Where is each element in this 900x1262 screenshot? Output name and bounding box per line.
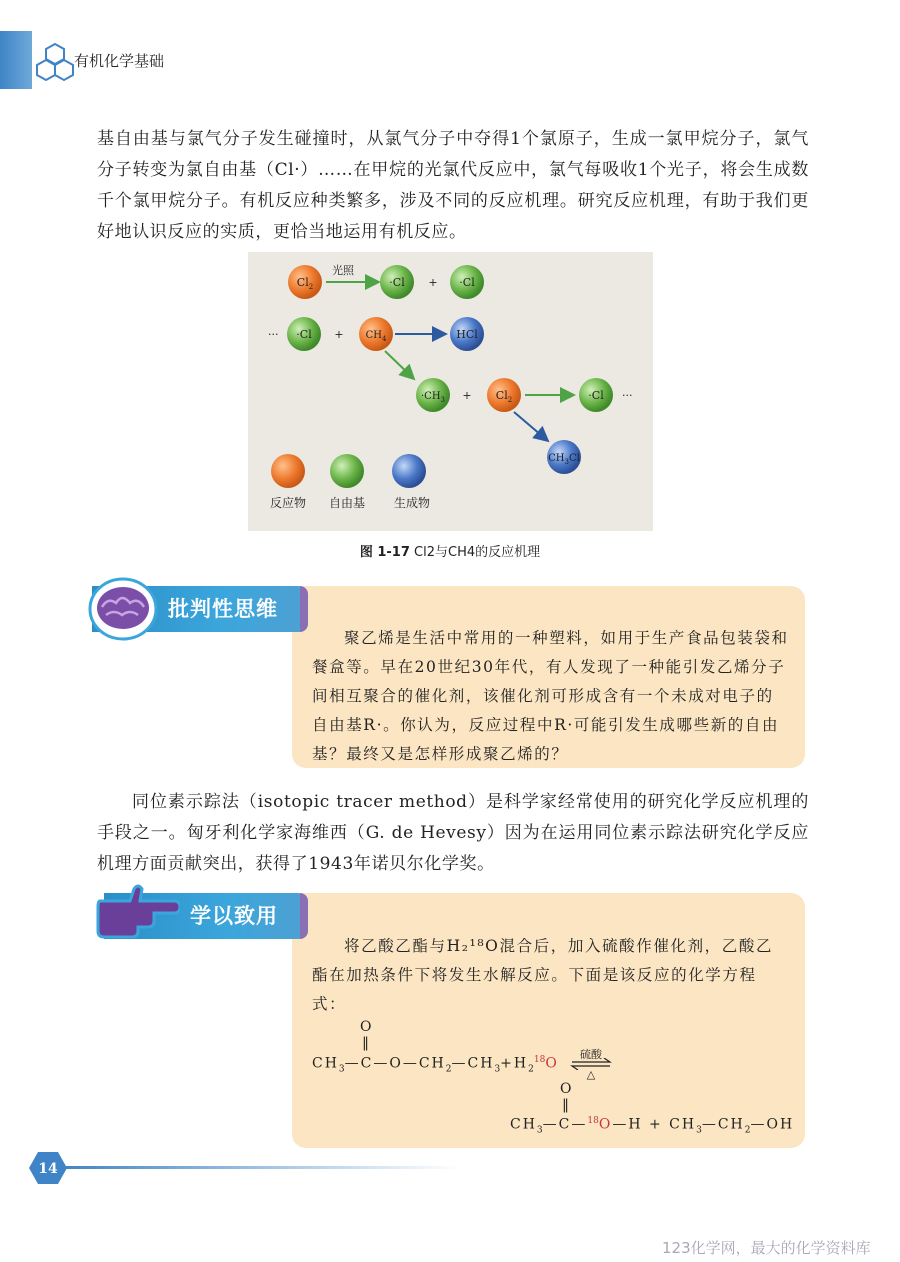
apply-learning-text xyxy=(312,932,790,1019)
legend-reactant-ball xyxy=(271,454,305,488)
figure-caption xyxy=(0,541,900,560)
cl2-label: $Cl_2$ xyxy=(495,389,513,404)
plus-sign: + xyxy=(334,328,344,341)
plus-sign: + xyxy=(462,389,472,402)
paragraph-text: 基自由基与氯气分子发生碰撞时，从氯气分子中夺得1个氯原子，生成一氯甲烷分子，氯气分子转变为氯自由基（Cl·）……在甲烷的光氯代反应中，氯气每吸收1个光子，将会生成数千个氯甲烷分子。有机反应种类繁多，涉及不同的反应机理。研究反应机理，有助于我们更好地认识反应的实质，更恰当地运用有机反应。 xyxy=(97,129,809,242)
hexagon-logo-icon xyxy=(34,42,76,84)
legend-radical-ball xyxy=(330,454,364,488)
catalyst-label: 硫酸 xyxy=(580,1048,602,1061)
cl-radical-label: ·Cl xyxy=(296,328,312,341)
body-paragraph-2 xyxy=(97,787,809,880)
reaction-mechanism-figure xyxy=(248,252,653,531)
legend-radical-label: 自由基 xyxy=(328,496,366,510)
ch3cl-label: $CH_3Cl$ xyxy=(548,453,580,466)
hcl-label: HCl xyxy=(456,328,478,341)
cl-radical-label: ·Cl xyxy=(389,276,405,289)
header-color-bar xyxy=(0,31,32,89)
watermark-text: 123化学网，最大的化学资料库 xyxy=(662,1239,871,1257)
brain-icon xyxy=(88,577,158,641)
cl2-label: $Cl_2$ xyxy=(296,276,314,291)
cl-radical-label: ·Cl xyxy=(459,276,475,289)
carbonyl-o-top: O xyxy=(360,1019,374,1035)
chapter-title: 有机化学基础 xyxy=(74,52,165,70)
ch3-arrow xyxy=(385,351,414,379)
legend-product-ball xyxy=(392,454,426,488)
ch3cl-arrow xyxy=(514,412,548,441)
body-paragraph-1 xyxy=(97,124,809,248)
mechanism-diagram xyxy=(248,252,653,531)
tab-label: 学以致用 xyxy=(190,904,278,928)
legend-reactant-label: 反应物 xyxy=(269,496,307,510)
footer-line xyxy=(60,1166,460,1169)
double-bond-2: ‖ xyxy=(562,1097,571,1113)
ellipsis-right: ··· xyxy=(622,389,633,402)
apply-learning-sentence: 将乙酸乙酯与H₂¹⁸O混合后，加入硫酸作催化剂，乙酸乙酯在加热条件下将发生水解反应。下面是该反应的化学方程式： xyxy=(312,937,774,1013)
light-label: 光照 xyxy=(332,264,354,277)
figure-caption-text: Cl2与CH4的反应机理 xyxy=(414,545,541,560)
carbonyl-o-top-2: O xyxy=(560,1081,574,1097)
legend-product-label: 生成物 xyxy=(393,496,431,510)
critical-thinking-text: 聚乙烯是生活中常用的一种塑料，如用于生产食品包装袋和餐盒等。早在20世纪30年代，有人发现了一种能引发乙烯分子间相互聚合的催化剂，该催化剂可形成含有一个未成对电子的自由基R·。你认为，反应过程中R·可能引发生成哪些新的自由基？最终又是怎样形成聚乙烯的？ xyxy=(312,629,789,763)
double-bond-1: ‖ xyxy=(362,1035,371,1051)
figure-number: 图 1-17 xyxy=(359,545,410,560)
page-number: 14 xyxy=(38,1161,58,1177)
ch4-label: $CH_4$ xyxy=(365,330,387,343)
plus-sign: + xyxy=(428,276,438,289)
heat-symbol: △ xyxy=(586,1068,596,1081)
tab-label: 批判性思维 xyxy=(168,597,278,621)
pointing-hand-icon xyxy=(94,879,180,939)
cl-radical-label: ·Cl xyxy=(588,389,604,402)
ch3-radical-label: $\cdot CH_3$ xyxy=(420,391,446,404)
ellipsis-left: ··· xyxy=(268,328,279,341)
equation-products: $CH_3—C—^{18}O—H$ + $CH_3—CH_2—OH$ xyxy=(510,1116,795,1136)
equation-reactants: $CH_3—C—O—CH_2—CH_3+H_2^{18}O$ xyxy=(312,1055,559,1075)
paragraph-text: 同位素示踪法（isotopic tracer method）是科学家经常使用的研究化学反应机理的手段之一。匈牙利化学家海维西（G. de Hevesy）因为在运用同位素示踪法研究化学反应机理方面贡献突出，获得了1943年诺贝尔化学奖。 xyxy=(97,792,809,874)
